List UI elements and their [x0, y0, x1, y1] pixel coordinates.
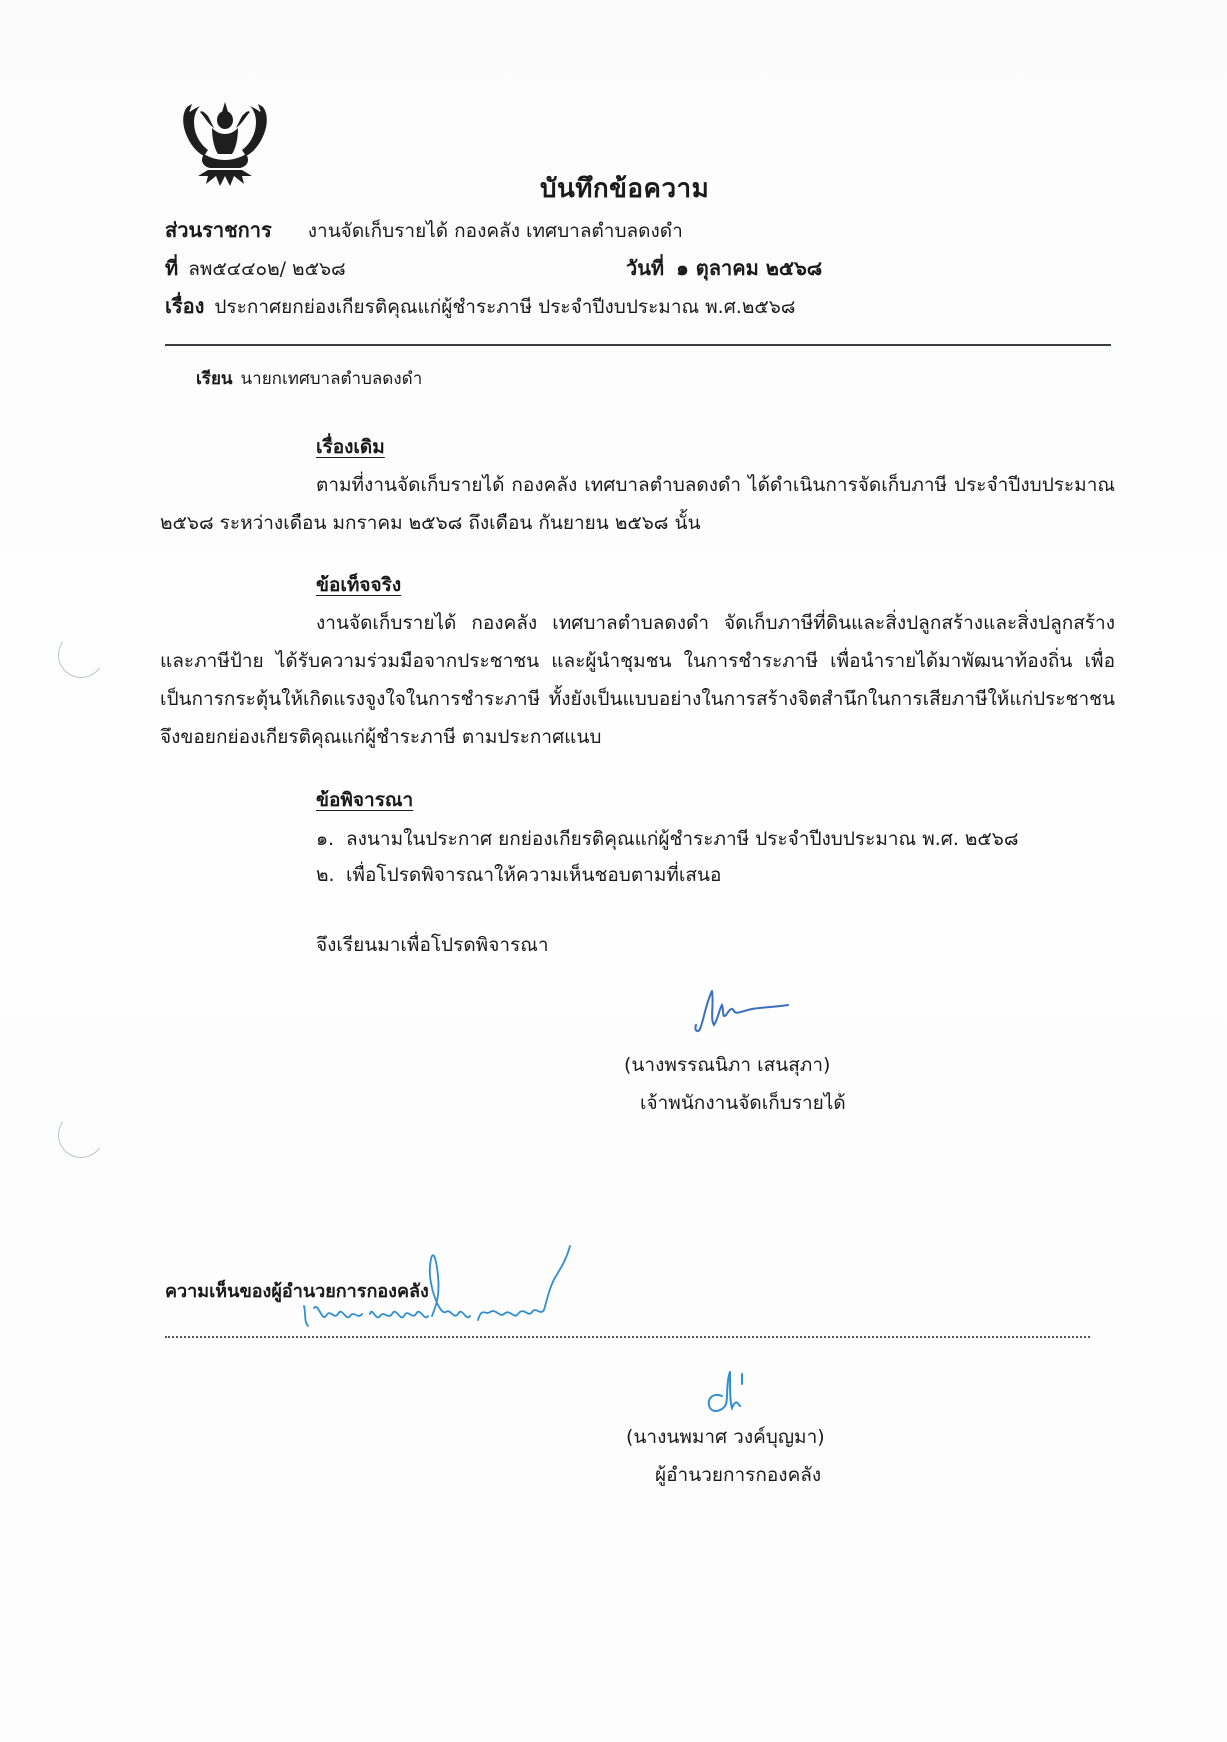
garuda-emblem-icon — [178, 98, 272, 190]
section-heading-facts: ข้อเท็จจริง — [316, 574, 402, 596]
salutation-label: เรียน — [196, 369, 233, 389]
section-body-background: ตามที่งานจัดเก็บรายได้ กองคลัง เทศบาลตำบลดงดำ ได้ดำเนินการจัดเก็บภาษี ประจำปีงบประมาณ ๒๕๖๘ ระหว่างเดือน มกราคม ๒๕๖๘ ถึงเดือน กันยายน ๒๕๖๘ นั้น — [160, 474, 1115, 534]
reference-number: ลพ๕๔๔๐๒/ ๒๕๖๘ — [188, 258, 346, 280]
section-body-facts: งานจัดเก็บรายได้ กองคลัง เทศบาลตำบลดงดำ จัดเก็บภาษีที่ดินและสิ่งปลูกสร้างและสิ่งปลูกสร้าง และภาษีป้าย ได้รับความร่วมมือจากประชาชน และผู้นำชุมชน ในการชำระภาษี เพื่อนำรายได้มาพัฒนาท้องถิ่น เพื่อเป็นการกระตุ้นให้เกิดแรงจูงใจในการชำระภาษี ทั้งยังเป็นแบบอย่างในการสร้างจิตสำนึกในการเสียภาษีให้แก่ประชาชน จึงขอยกย่องเกียรติคุณแก่ผู้ชำระภาษี ตามประกาศแนบ — [160, 612, 1115, 748]
item-text: เพื่อโปรดพิจารณาให้ความเห็นชอบตามที่เสนอ — [346, 864, 722, 886]
reference-row — [165, 252, 346, 284]
signer-2-position: ผู้อำนวยการกองคลัง — [655, 1464, 822, 1486]
director-opinion-label: ความเห็นของผู้อำนวยการกองคลัง — [165, 1281, 429, 1302]
subject-label: เรื่อง — [165, 294, 205, 318]
signature-2-icon — [700, 1368, 760, 1418]
date-label: วันที่ — [626, 256, 665, 280]
item-text: ลงนามในประกาศ ยกย่องเกียรติคุณแก่ผู้ชำระภาษี ประจำปีงบประมาณ พ.ศ. ๒๕๖๘ — [346, 828, 1019, 850]
signer-1-position: เจ้าพนักงานจัดเก็บรายได้ — [640, 1092, 846, 1114]
date-value: ๑ ตุลาคม ๒๕๖๘ — [676, 256, 823, 280]
opinion-dotted-line — [165, 1336, 1090, 1338]
punch-hole-mark — [54, 628, 107, 681]
signature-1-icon — [692, 985, 792, 1035]
closing-line: จึงเรียนมาเพื่อโปรดพิจารณา — [316, 934, 549, 956]
date-row — [626, 252, 822, 284]
memo-title: บันทึกข้อความ — [540, 174, 710, 204]
consideration-item — [316, 824, 1019, 854]
reference-label: ที่ — [165, 256, 179, 280]
section-heading-considerations: ข้อพิจารณา — [316, 789, 414, 811]
signer-1-name: (นางพรรณนิภา เสนสุภา) — [624, 1054, 831, 1076]
section-heading-background: เรื่องเดิม — [316, 436, 385, 458]
handwritten-comment-icon — [300, 1236, 620, 1336]
department-label: ส่วนราชการ — [165, 218, 272, 242]
department-value: งานจัดเก็บรายได้ กองคลัง เทศบาลตำบลดงดำ — [307, 220, 683, 242]
salutation — [196, 365, 422, 392]
subject-value: ประกาศยกย่องเกียรติคุณแก่ผู้ชำระภาษี ประจำปีงบประมาณ พ.ศ.๒๕๖๘ — [214, 296, 796, 318]
item-number: ๒. — [316, 864, 335, 886]
salutation-recipient: นายกเทศบาลตำบลดงดำ — [240, 369, 423, 389]
signer-2-name: (นางนพมาศ วงค์บุญมา) — [626, 1426, 825, 1448]
punch-hole-mark — [54, 1108, 107, 1161]
consideration-item — [316, 860, 721, 890]
header-divider — [165, 344, 1111, 346]
subject-row — [165, 290, 795, 322]
department-row — [165, 214, 683, 246]
item-number: ๑. — [316, 828, 335, 850]
